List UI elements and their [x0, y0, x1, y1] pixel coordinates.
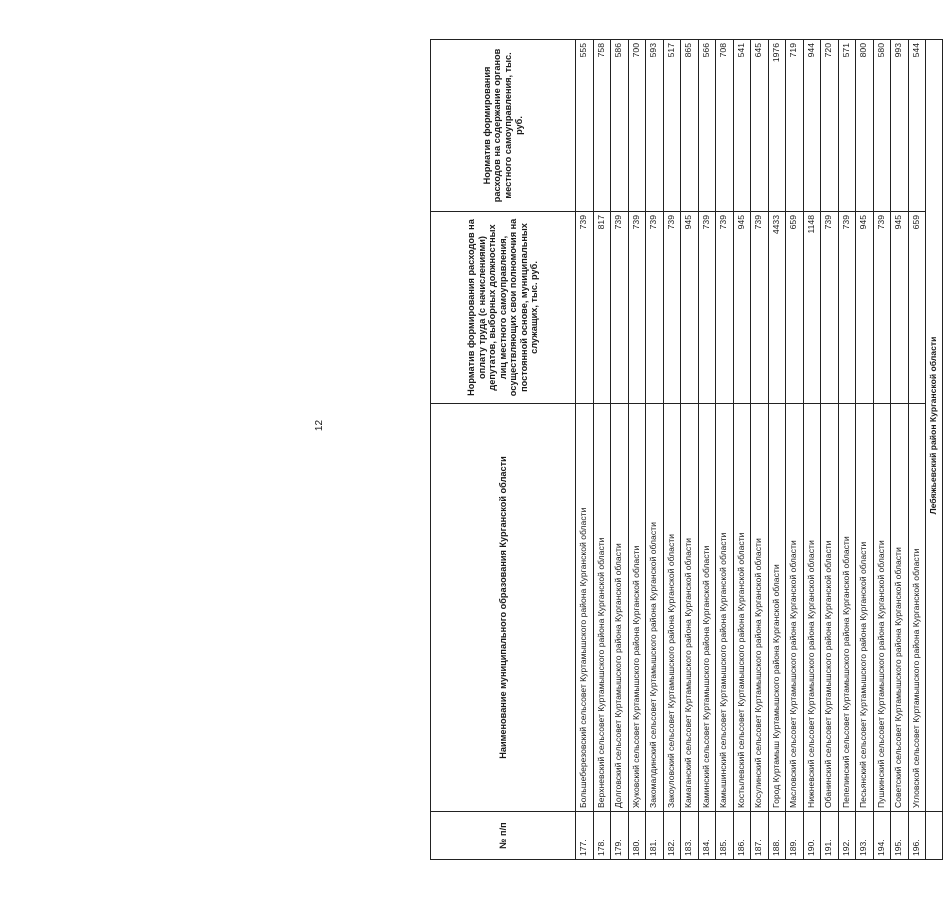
row-labor-cost-norm: 4433 — [768, 212, 786, 404]
row-maintenance-cost-norm: 865 — [681, 40, 699, 212]
row-number: 178. — [593, 812, 611, 860]
row-municipality-name: Угловской сельсовет Куртамышского района Курганской области — [908, 404, 926, 812]
row-municipality-name: Большеберезовский сельсовет Куртамышского района Курганской области — [576, 404, 594, 812]
table-row — [628, 40, 646, 860]
row-municipality-name: Обанинский сельсовет Куртамышского района Курганской области — [821, 404, 839, 812]
table-row — [681, 40, 699, 860]
row-municipality-name: Косулинский сельсовет Куртамышского района Курганской области — [751, 404, 769, 812]
row-number: 190. — [803, 812, 821, 860]
row-maintenance-cost-norm: 566 — [698, 40, 716, 212]
table-row — [733, 40, 751, 860]
row-municipality-name: Долговский сельсовет Куртамышского района Курганской области — [611, 404, 629, 812]
row-maintenance-cost-norm: 586 — [611, 40, 629, 212]
row-labor-cost-norm: 739 — [716, 212, 734, 404]
row-labor-cost-norm: 817 — [593, 212, 611, 404]
row-number: 184. — [698, 812, 716, 860]
row-number: 196. — [908, 812, 926, 860]
table-row — [768, 40, 786, 860]
table-body — [576, 40, 943, 860]
table-row — [786, 40, 804, 860]
row-maintenance-cost-norm: 541 — [733, 40, 751, 212]
row-number: 185. — [716, 812, 734, 860]
table-row — [821, 40, 839, 860]
row-municipality-name: Жуковский сельсовет Куртамышского района Курганской области — [628, 404, 646, 812]
table-row — [873, 40, 891, 860]
table-row — [838, 40, 856, 860]
table-row — [908, 40, 926, 860]
row-maintenance-cost-norm: 700 — [628, 40, 646, 212]
row-municipality-name: Каминский сельсовет Куртамышского района Курганской области — [698, 404, 716, 812]
row-labor-cost-norm: 739 — [751, 212, 769, 404]
row-municipality-name: Камышинский сельсовет Куртамышского района Курганской области — [716, 404, 734, 812]
row-municipality-name: Масловский сельсовет Куртамышского района Курганской области — [786, 404, 804, 812]
header-municipality-name: Наименование муниципального образования Курганской области — [431, 404, 576, 812]
row-labor-cost-norm: 659 — [786, 212, 804, 404]
table-row — [856, 40, 874, 860]
row-municipality-name: Верхневский сельсовет Куртамышского района Курганской области — [593, 404, 611, 812]
row-maintenance-cost-norm: 944 — [803, 40, 821, 212]
row-number: 186. — [733, 812, 751, 860]
row-number: 193. — [856, 812, 874, 860]
table-row — [646, 40, 664, 860]
header-labor-cost-norm: Норматив формирования расходов на оплату труда (с начислениями) депутатов, выборных должностных лиц местного самоуправления, осуществляющих свои полномочия на постоянной основе, муниципальных служащих, тыс. руб. — [431, 212, 576, 404]
table-row — [611, 40, 629, 860]
table-row — [716, 40, 734, 860]
table-row — [593, 40, 611, 860]
section-heading-blank-cell — [926, 812, 943, 860]
rotated-table-container — [430, 40, 942, 860]
row-maintenance-cost-norm: 800 — [856, 40, 874, 212]
table-row — [803, 40, 821, 860]
row-municipality-name: Песьянский сельсовет Куртамышского района Курганской области — [856, 404, 874, 812]
row-labor-cost-norm: 739 — [628, 212, 646, 404]
row-number: 182. — [663, 812, 681, 860]
page-number: 12 — [314, 419, 326, 432]
table-row — [663, 40, 681, 860]
row-labor-cost-norm: 739 — [576, 212, 594, 404]
row-municipality-name: Костылевский сельсовет Куртамышского района Курганской области — [733, 404, 751, 812]
header-number: № п/п — [431, 812, 576, 860]
header-maintenance-cost-norm: Норматив формирования расходов на содержание органов местного самоуправления, тыс. руб. — [431, 40, 576, 212]
row-labor-cost-norm: 659 — [908, 212, 926, 404]
row-maintenance-cost-norm: 593 — [646, 40, 664, 212]
row-number: 189. — [786, 812, 804, 860]
row-municipality-name: Советский сельсовет Куртамышского района Курганской области — [891, 404, 909, 812]
row-labor-cost-norm: 945 — [733, 212, 751, 404]
row-maintenance-cost-norm: 517 — [663, 40, 681, 212]
section-heading-row — [926, 40, 943, 860]
row-municipality-name: Город Куртамыш Куртамышского района Курганской области — [768, 404, 786, 812]
row-maintenance-cost-norm: 719 — [786, 40, 804, 212]
row-number: 187. — [751, 812, 769, 860]
table-row — [576, 40, 594, 860]
row-municipality-name: Пепелинский сельсовет Куртамышского района Курганской области — [838, 404, 856, 812]
row-labor-cost-norm: 739 — [663, 212, 681, 404]
row-maintenance-cost-norm: 708 — [716, 40, 734, 212]
row-maintenance-cost-norm: 580 — [873, 40, 891, 212]
row-maintenance-cost-norm: 720 — [821, 40, 839, 212]
row-number: 194. — [873, 812, 891, 860]
row-maintenance-cost-norm: 758 — [593, 40, 611, 212]
row-maintenance-cost-norm: 571 — [838, 40, 856, 212]
row-labor-cost-norm: 945 — [856, 212, 874, 404]
section-heading: Лебяжьевский район Курганской области — [926, 40, 943, 812]
row-maintenance-cost-norm: 555 — [576, 40, 594, 212]
row-number: 188. — [768, 812, 786, 860]
row-municipality-name: Пушкинский сельсовет Куртамышского района Курганской области — [873, 404, 891, 812]
table-row — [698, 40, 716, 860]
row-number: 181. — [646, 812, 664, 860]
row-labor-cost-norm: 739 — [646, 212, 664, 404]
row-maintenance-cost-norm: 645 — [751, 40, 769, 212]
row-municipality-name: Нижневский сельсовет Куртамышского района Курганской области — [803, 404, 821, 812]
table-header-row — [431, 40, 576, 860]
row-number: 183. — [681, 812, 699, 860]
row-labor-cost-norm: 1148 — [803, 212, 821, 404]
row-labor-cost-norm: 739 — [838, 212, 856, 404]
row-labor-cost-norm: 739 — [873, 212, 891, 404]
row-maintenance-cost-norm: 993 — [891, 40, 909, 212]
row-labor-cost-norm: 739 — [821, 212, 839, 404]
table-row — [891, 40, 909, 860]
row-maintenance-cost-norm: 1976 — [768, 40, 786, 212]
row-labor-cost-norm: 945 — [681, 212, 699, 404]
row-labor-cost-norm: 739 — [611, 212, 629, 404]
row-number: 191. — [821, 812, 839, 860]
row-labor-cost-norm: 945 — [891, 212, 909, 404]
table-row — [751, 40, 769, 860]
row-municipality-name: Камаганский сельсовет Куртамышского района Курганской области — [681, 404, 699, 812]
row-number: 192. — [838, 812, 856, 860]
row-number: 195. — [891, 812, 909, 860]
row-number: 180. — [628, 812, 646, 860]
row-labor-cost-norm: 739 — [698, 212, 716, 404]
municipal-norms-table — [430, 39, 943, 860]
row-number: 179. — [611, 812, 629, 860]
row-municipality-name: Закомалдинский сельсовет Куртамышского района Курганской области — [646, 404, 664, 812]
row-maintenance-cost-norm: 544 — [908, 40, 926, 212]
row-number: 177. — [576, 812, 594, 860]
row-municipality-name: Закоуловский сельсовет Куртамышского района Курганской области — [663, 404, 681, 812]
